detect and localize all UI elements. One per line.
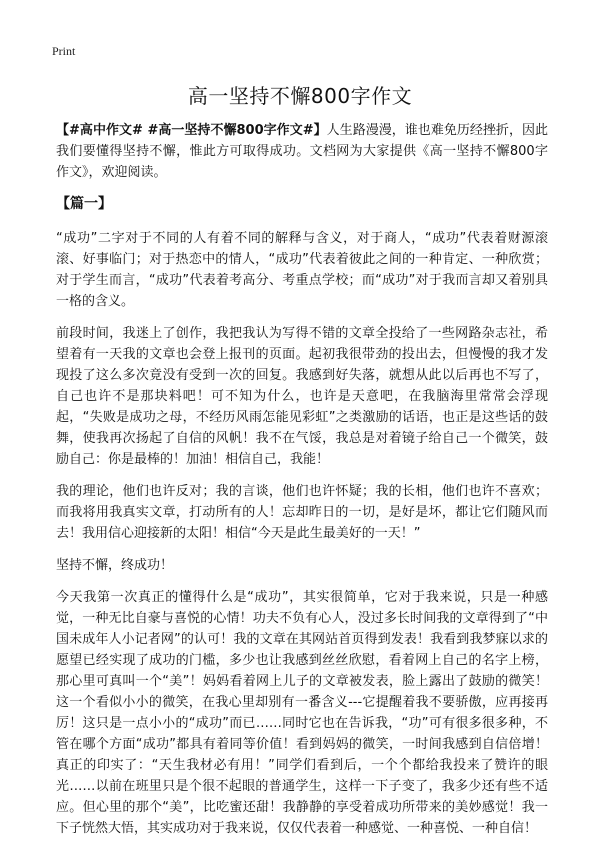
page-title: 高一坚持不懈800字作文	[187, 84, 413, 108]
body-paragraph-4: 坚持不懈，终成功！	[56, 558, 174, 573]
article-body	[56, 120, 548, 850]
body-paragraph-1: “成功”二字对于不同的人有着不同的解释与含义，对于商人，“成功”代表着财源滚滚、好事临门；对于热恋中的情人，“成功”代表着彼此之间的一种肯定、一种欣赏；对于学生而言，“成功”代表着考高分、考重点学校；而“成功”对于我而言却又着别具一格的含义。	[56, 231, 548, 309]
body-paragraph-5: 今天我第一次真正的懂得什么是“成功”，其实很简单，它对于我来说，只是一种感觉，一种无比自豪与喜悦的心情！功夫不负有心人，没过多长时间我的文章得到了“中国未成年人小记者网”的认可！我的文章在其网站首页得到发表！我看到我梦寐以求的愿望已经实现了成功的门槛，多少也让我感到丝丝欣慰，看着网上自己的名字上榜，那心里可真叫一个“美”！妈妈看着网上儿子的文章被发表，脸上露出了鼓励的微笑！这一个看似小小的微笑，在我心里却别有一番含义---它提醒着我不要骄傲，应再接再厉！这只是一点小小的“成功”而已……同时它也在告诉我，“功”可有很多很多种，不管在哪个方面“成功”都具有着同等价值！看到妈妈的微笑，一时间我感到自信倍增！真正的印实了：“天生我材必有用！”同学们看到后，一个个都给我投来了赞许的眼光……以前在班里只是个很不起眼的普通学生，这样一下子变了，我多少还有些不适应。但心里的那个“美”，比吃蜜还甜！我静静的享受着成功所带来的美妙感觉！我一下子恍然大悟，其实成功对于我来说，仅仅代表着一种感觉、一种喜悦、一种自信！	[56, 590, 548, 836]
body-paragraph-3: 我的理论，他们也许反对；我的言谈，他们也许怀疑；我的长相，他们也许不喜欢；而我将用我真实文章，打动所有的人！忘却昨日的一切，是好是坏，都让它们随风而去！我用信心迎接新的太阳！相信“今天是此生最美好的一天！”	[56, 484, 548, 541]
section-heading: 【篇一】	[56, 196, 112, 212]
intro-text: 人生路漫漫，谁也难免历经挫折，因此我们要懂得坚持不懈，惟此方可取得成功。文档网为大家提供《高一坚持不懈800字作文》，欢迎阅读。	[56, 123, 548, 180]
intro-tag: 【#高中作文# #高一坚持不懈800字作文#】	[56, 123, 327, 138]
body-paragraph-2: 前段时间，我迷上了创作，我把我认为写得不错的文章全投给了一些网路杂志社，希望着有一天我的文章也会登上报刊的页面。起初我很带劲的投出去，但慢慢的我才发现投了这么多次竟没有受到一次的回复。我感到好失落，就想从此以后再也不写了，自己也许不是那块料吧！可不知为什么，也许是天意吧，在我脑海里常常会浮现起，“失败是成功之母，不经历风雨怎能见彩虹”之类激励的话语，也正是这些话的鼓舞，使我再次扬起了自信的风帆！我不在气馁，我总是对着镜子给自己一个微笑，鼓励自己：你是最棒的！加油！相信自己，我能！	[56, 326, 548, 467]
intro-paragraph	[56, 120, 548, 183]
print-link[interactable]: Print	[52, 44, 76, 58]
